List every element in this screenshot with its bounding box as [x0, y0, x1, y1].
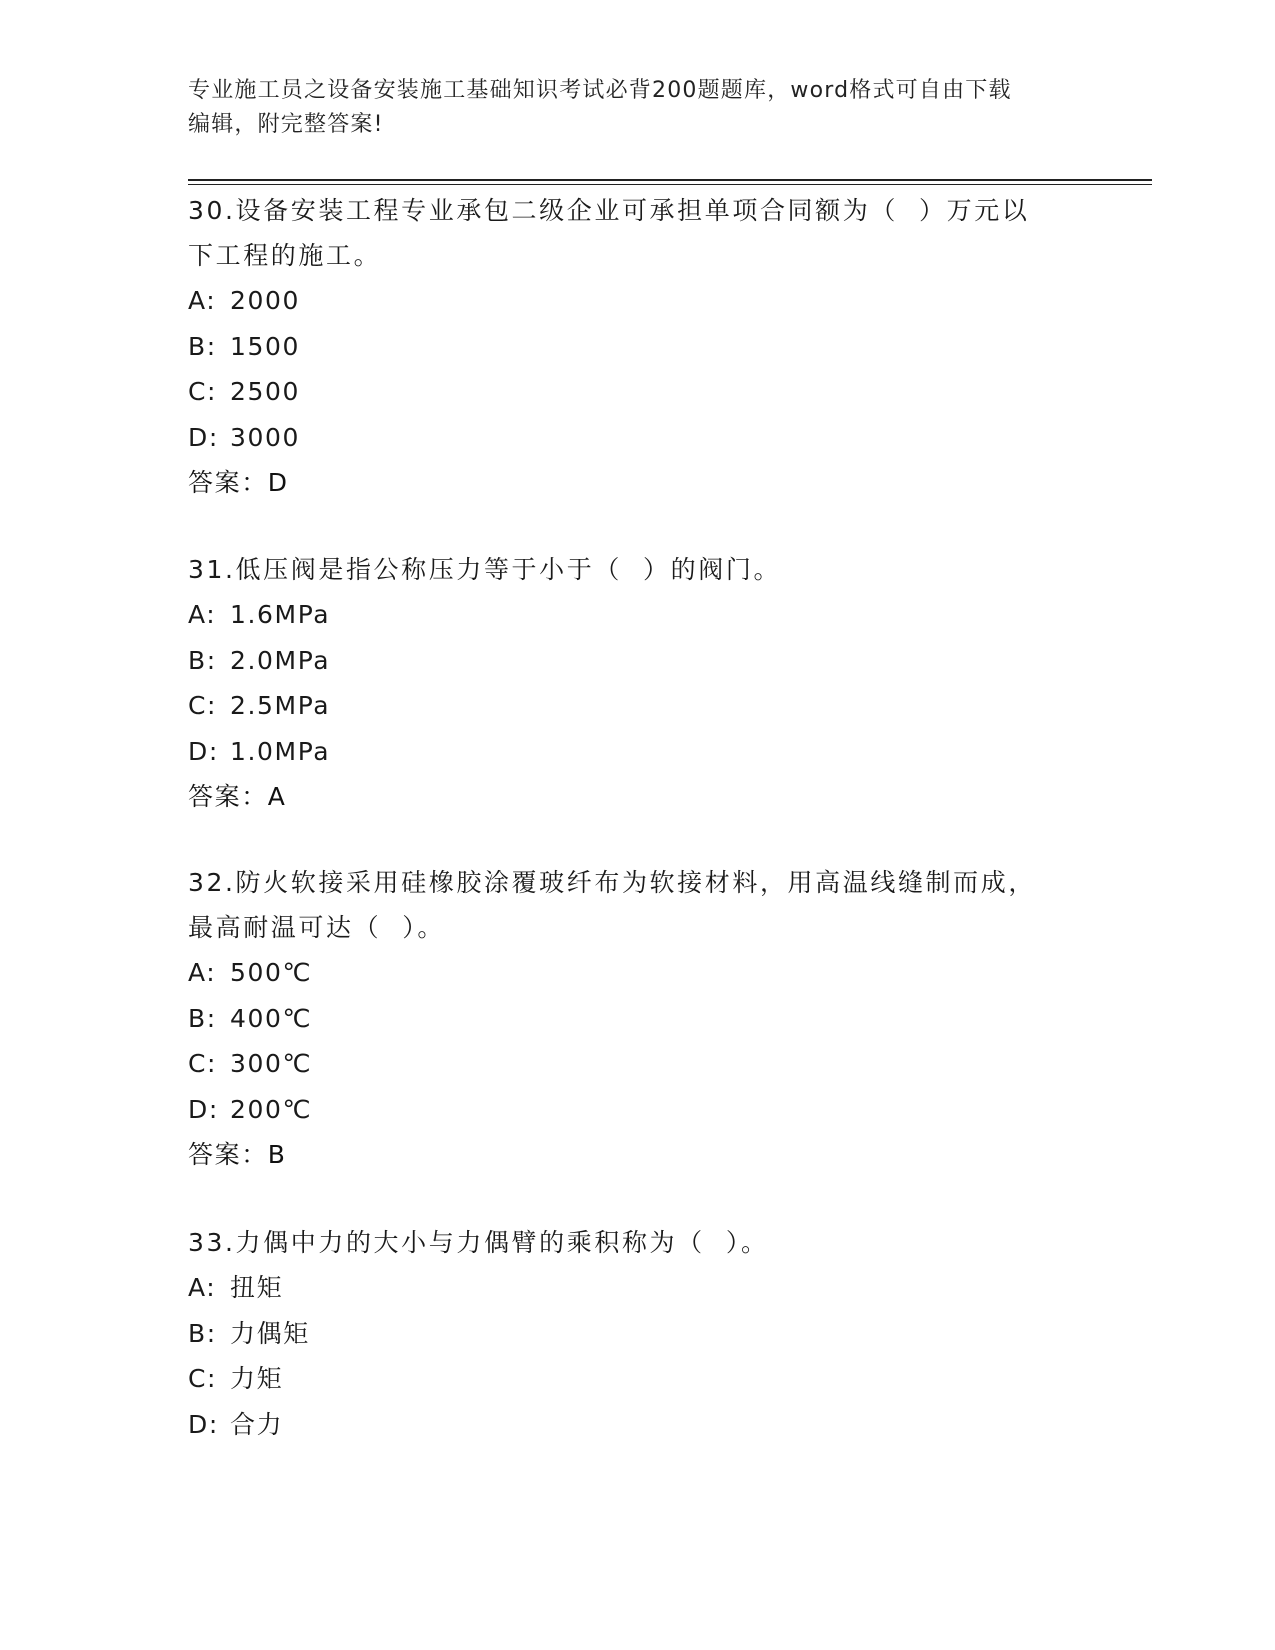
option-b — [188, 1311, 1088, 1357]
option-letter: B: — [188, 331, 217, 361]
option-letter: C: — [188, 377, 218, 406]
option-letter: A: — [188, 286, 217, 315]
option-d — [188, 415, 1088, 461]
option-letter: C: — [188, 1049, 218, 1078]
header-divider-thick — [188, 179, 1152, 181]
header-line-2: 编辑，附完整答案! — [188, 112, 384, 137]
option-a — [188, 950, 1088, 996]
document-header — [188, 74, 1068, 142]
option-b — [188, 324, 1088, 370]
option-d — [188, 1087, 1088, 1133]
header-divider-thin — [188, 184, 1152, 185]
option-text: 2.5MPa — [230, 691, 331, 720]
option-text: 扭矩 — [230, 1273, 284, 1302]
option-text: 200℃ — [230, 1094, 313, 1124]
option-c — [188, 369, 1088, 415]
option-letter: C: — [188, 691, 218, 720]
question-stem-line-1: 33.力偶中力的大小与力偶臂的乘积称为（ ）。 — [188, 1228, 769, 1257]
question-31 — [188, 547, 1088, 819]
option-text: 3000 — [230, 422, 301, 452]
option-c — [188, 1356, 1088, 1402]
option-text: 力矩 — [230, 1364, 284, 1393]
option-text: 2500 — [230, 377, 301, 406]
option-b — [188, 638, 1088, 684]
option-letter: B: — [188, 1318, 217, 1348]
question-30 — [188, 188, 1088, 505]
option-text: 1.0MPa — [230, 736, 331, 766]
question-stem-line-2: 最高耐温可达（ ）。 — [188, 913, 445, 942]
option-text: 1.6MPa — [230, 600, 331, 629]
option-text: 2.0MPa — [230, 645, 331, 675]
header-line-1: 专业施工员之设备安装施工基础知识考试必背200题题库，word格式可自由下载 — [188, 78, 1012, 103]
option-letter: C: — [188, 1364, 218, 1393]
answer-line: 答案：D — [188, 468, 289, 497]
option-letter: D: — [188, 422, 219, 452]
option-text: 力偶矩 — [230, 1318, 310, 1348]
option-text: 400℃ — [230, 1003, 313, 1033]
answer-line: 答案：B — [188, 1140, 287, 1169]
question-stem-line-1: 32.防火软接采用硅橡胶涂覆玻纤布为软接材料，用高温线缝制而成， — [188, 868, 1036, 897]
option-letter: D: — [188, 1409, 219, 1439]
answer-line: 答案：A — [188, 782, 287, 811]
option-text: 300℃ — [230, 1049, 313, 1078]
option-text: 500℃ — [230, 958, 313, 987]
question-stem-line-1: 31.低压阀是指公称压力等于小于（ ）的阀门。 — [188, 555, 782, 584]
option-letter: A: — [188, 958, 217, 987]
option-letter: D: — [188, 736, 219, 766]
option-letter: A: — [188, 600, 217, 629]
option-letter: A: — [188, 1273, 217, 1302]
option-a — [188, 278, 1088, 324]
option-c — [188, 683, 1088, 729]
option-c — [188, 1041, 1088, 1087]
option-letter: B: — [188, 645, 217, 675]
option-text: 合力 — [230, 1409, 284, 1439]
option-d — [188, 1402, 1088, 1448]
option-d — [188, 729, 1088, 775]
option-letter: B: — [188, 1003, 217, 1033]
option-a — [188, 1265, 1088, 1311]
question-32 — [188, 860, 1088, 1177]
option-a — [188, 592, 1088, 638]
question-33 — [188, 1220, 1088, 1447]
option-b — [188, 996, 1088, 1042]
option-text: 1500 — [230, 331, 301, 361]
option-letter: D: — [188, 1094, 219, 1124]
option-text: 2000 — [230, 286, 301, 315]
question-stem-line-1: 30.设备安装工程专业承包二级企业可承担单项合同额为（ ）万元以 — [188, 196, 1030, 225]
question-stem-line-2: 下工程的施工。 — [188, 241, 382, 270]
